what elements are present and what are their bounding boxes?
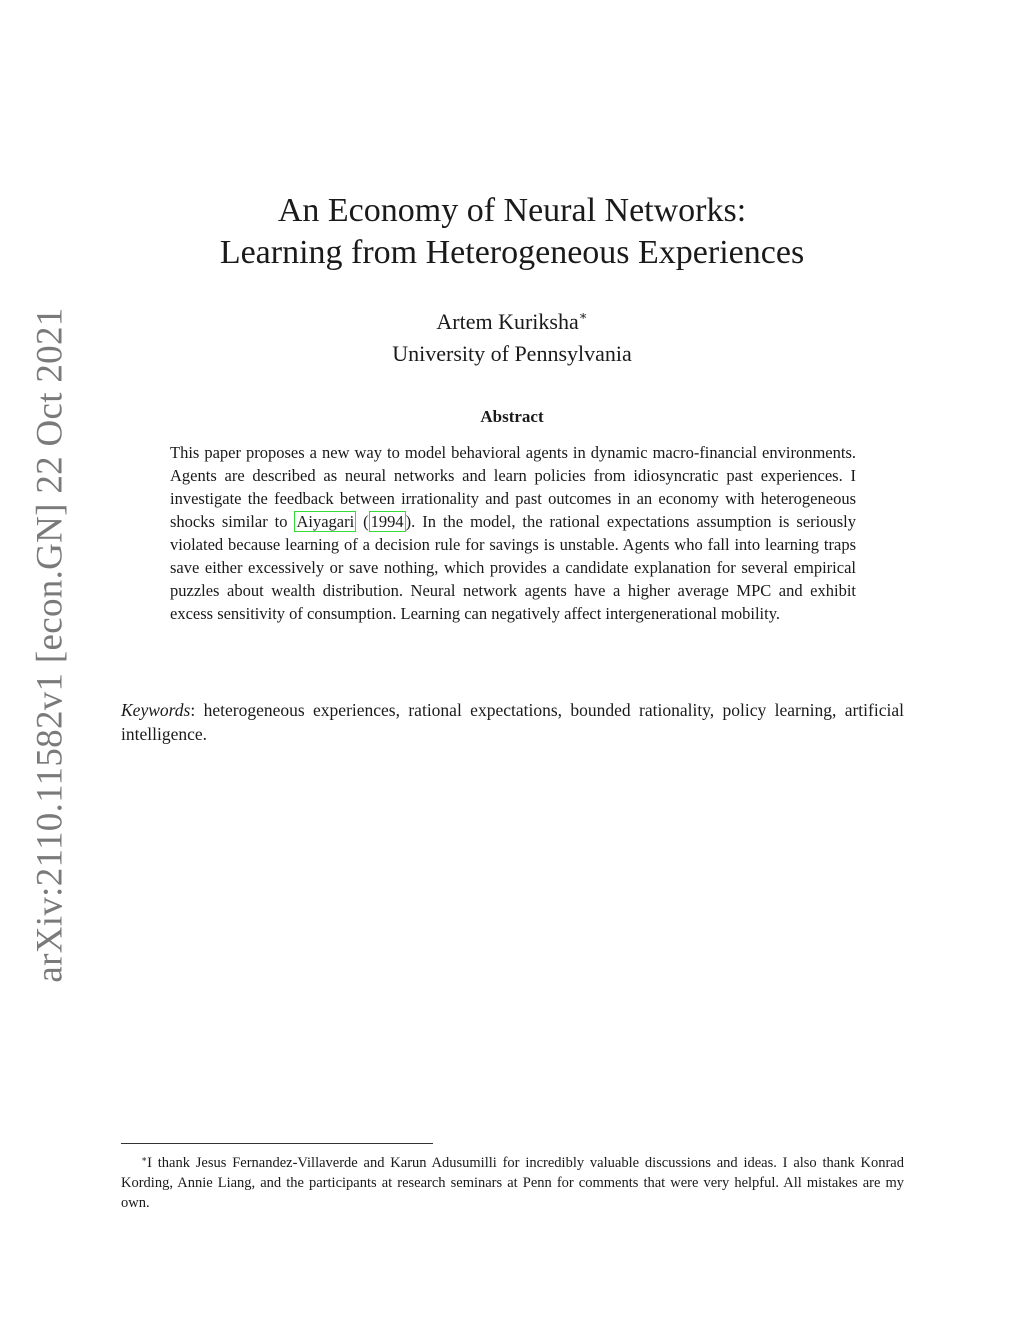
author-name: Artem Kuriksha	[436, 309, 579, 334]
title-line-1: An Economy of Neural Networks:	[277, 192, 747, 229]
citation-link-year[interactable]: 1994	[370, 512, 404, 531]
footnote-rule	[121, 1143, 433, 1144]
author-block	[0, 300, 1024, 370]
keywords-separator: :	[190, 700, 196, 720]
keywords-label: Keywords	[121, 700, 191, 720]
footnote-mark: ∗	[141, 1154, 148, 1164]
keywords-paragraph	[121, 698, 904, 746]
citation-link-aiyagari[interactable]: Aiyagari	[296, 512, 355, 531]
citation-paren-open: (	[356, 512, 369, 531]
abstract-heading: Abstract	[480, 407, 544, 426]
author-affiliation: University of Pennsylvania	[392, 341, 632, 366]
author-footnote-mark[interactable]: ∗	[578, 308, 588, 323]
abstract-body	[170, 441, 856, 625]
footnote-text: I thank Jesus Fernandez-Villaverde and Karun Adusumilli for incredibly valuable discussions and ideas. I also thank Konrad Kording, Annie Liang, and the participants at research seminars at Penn for comments that were very helpful. All mistakes are my own.	[121, 1155, 904, 1211]
keywords-text: heterogeneous experiences, rational expectations, bounded rationality, policy learning, artificial intelligence.	[121, 700, 904, 744]
title-line-2: Learning from Heterogeneous Experiences	[219, 234, 805, 271]
arxiv-identifier-stamp: arXiv:2110.11582v1 [econ.GN] 22 Oct 2021	[29, 307, 71, 983]
author-line	[0, 300, 1024, 338]
citation-paren-close: ).	[405, 512, 416, 531]
footnote	[121, 1149, 904, 1213]
paper-title	[0, 190, 1024, 274]
abstract-text-part-2: In the model, the rational expectations assumption is seriously violated because learning of a decision rule for savings is unstable. Agents who fall into learning traps save either excessively or save nothing, which provides a candidate explanation for several empirical puzzles about wealth distribution. Neural network agents have a higher average MPC and exhibit excess sensitivity of consumption. Learning can negatively affect intergenerational mobility.	[170, 512, 857, 623]
abstract-text-part-1: This paper proposes a new way to model behavioral agents in dynamic macro-financial environments. Agents are described as neural networks and learn policies from idiosyncratic past experiences. I investigate the feedback between irrationality and past outcomes in an economy with heterogeneous shocks similar to	[170, 443, 856, 531]
